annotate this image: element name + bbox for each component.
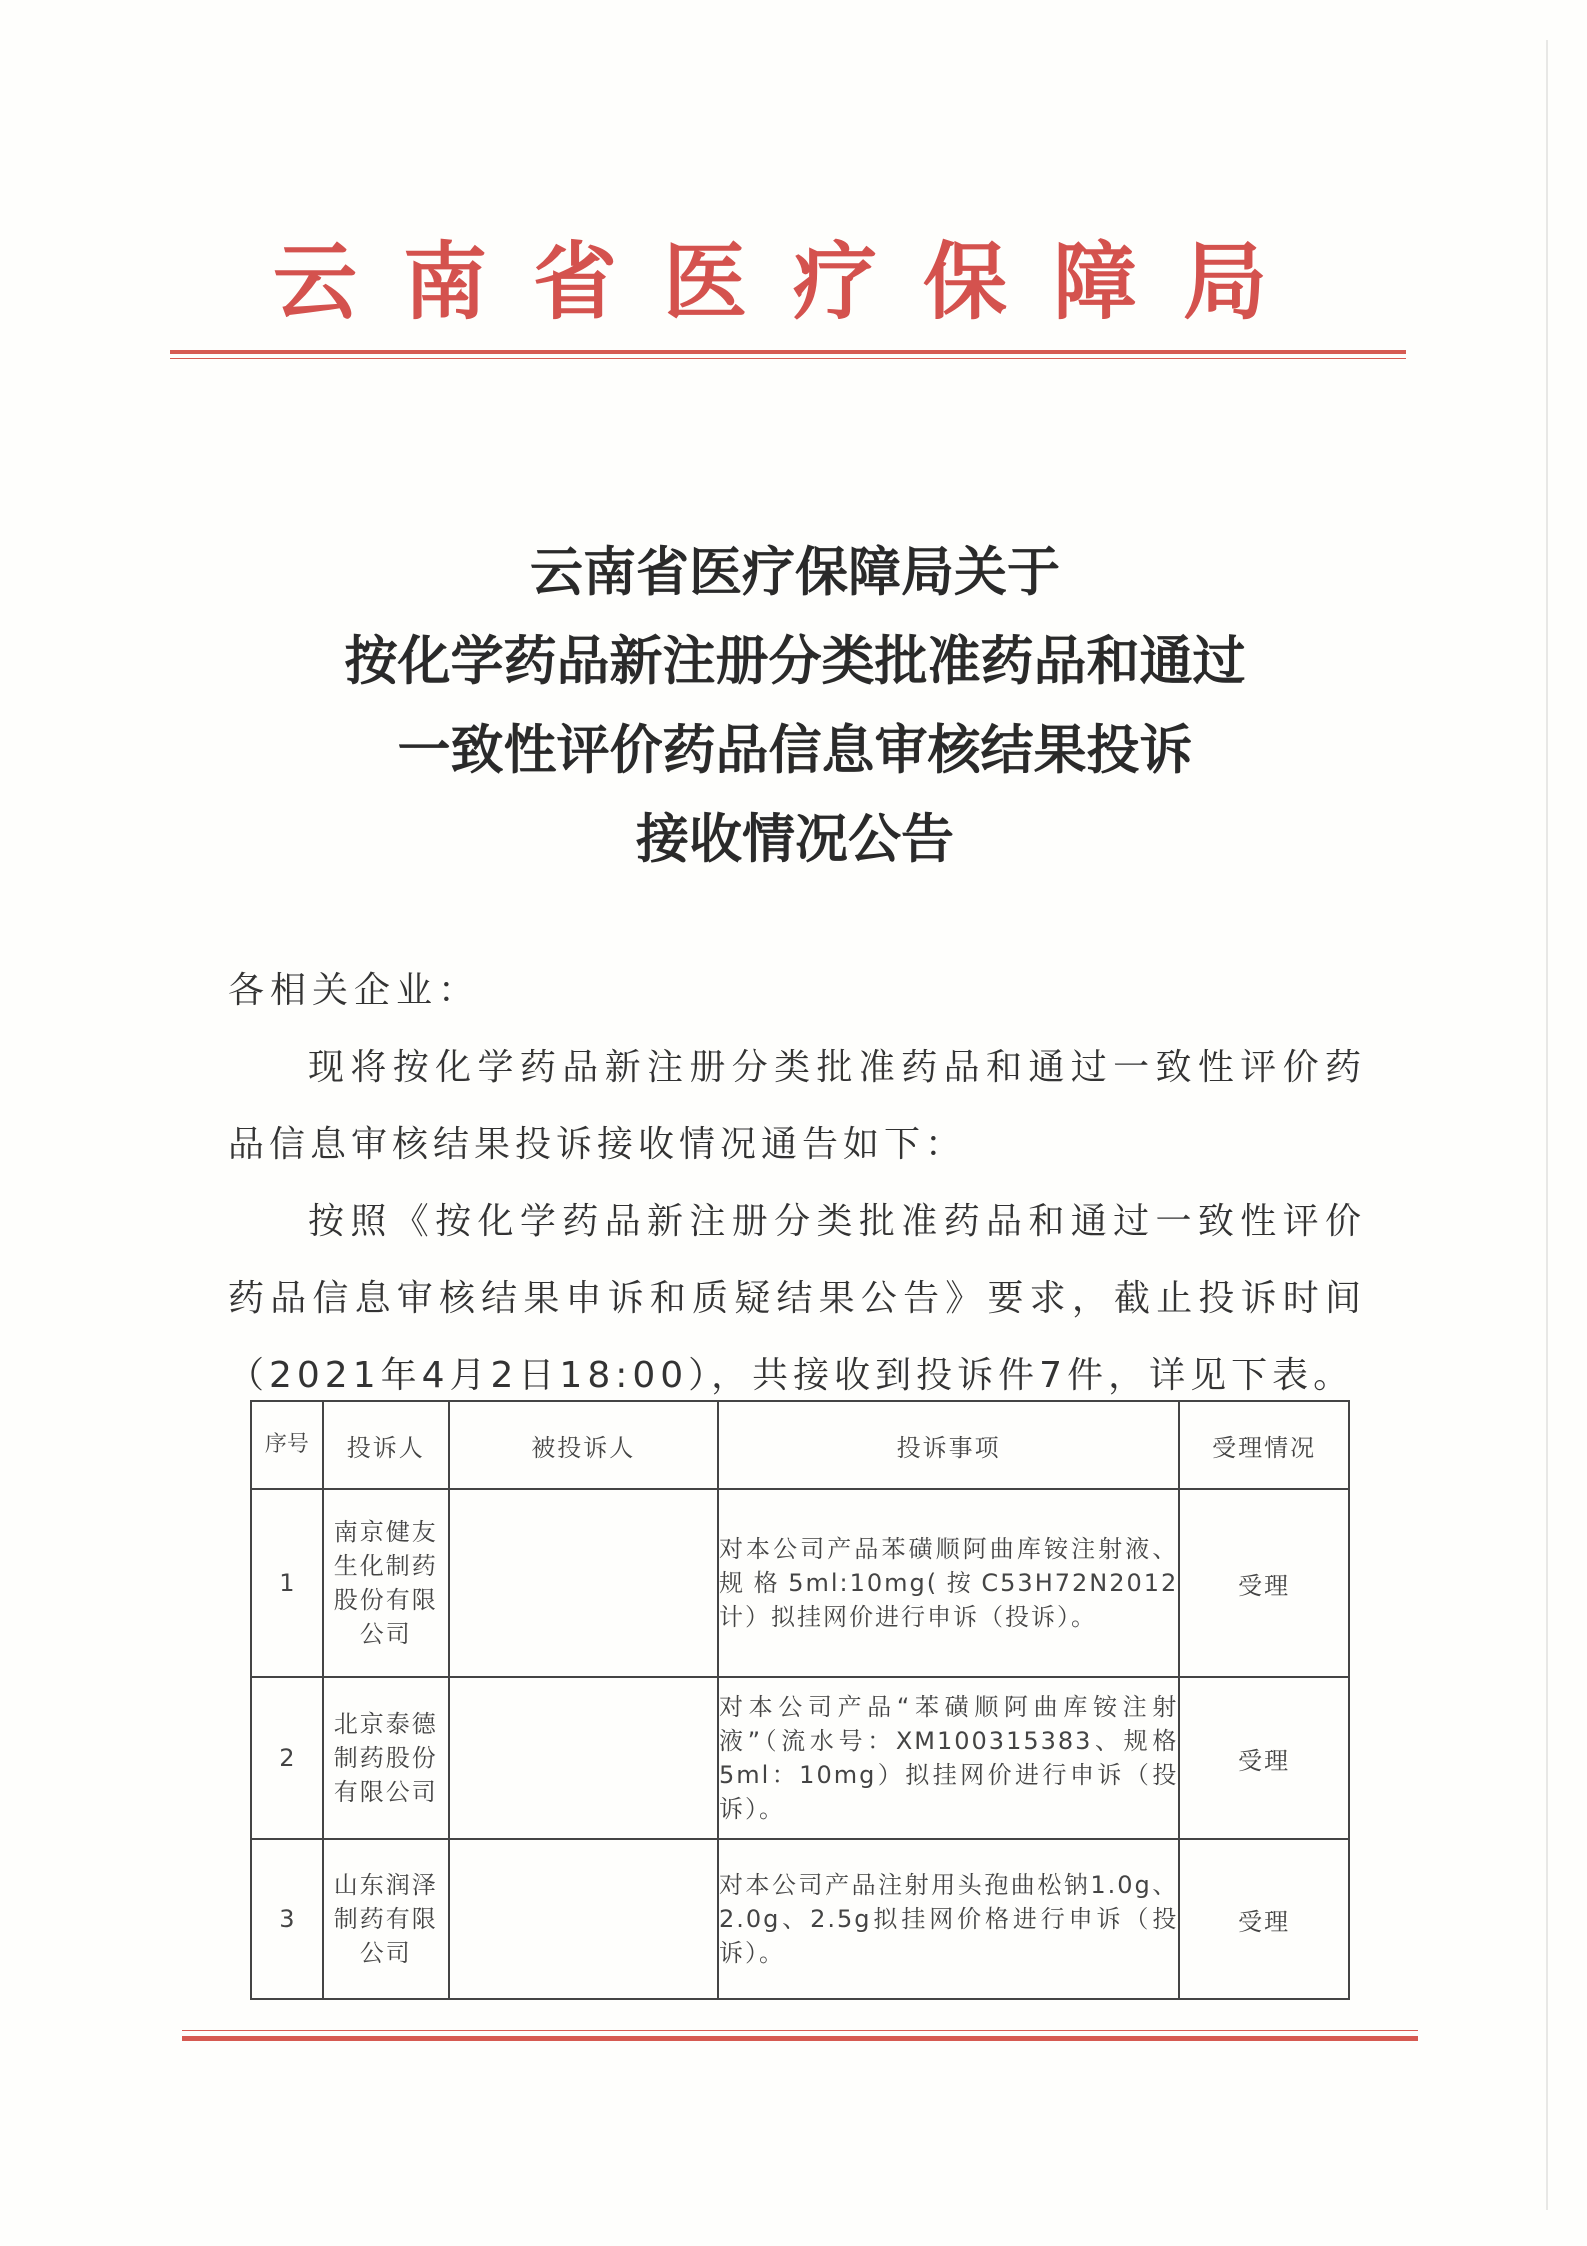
header-matter: 投诉事项 [718,1401,1179,1489]
cell-no: 2 [251,1677,323,1839]
cell-respondent [449,1489,718,1677]
cell-matter: 对本公司产品苯磺顺阿曲库铵注射液、规格5ml:10mg(按C53H72N2012计）拟挂网价进行申诉（投诉）。 [718,1489,1179,1677]
paragraph-2: 按照《按化学药品新注册分类批准药品和通过一致性评价药品信息审核结果申诉和质疑结果公告》要求，截止投诉时间（2021年4月2日18:00），共接收到投诉件7件，详见下表。 [228,1201,1366,1396]
title-line-1: 云南省医疗保障局关于 [530,541,1060,603]
header-respondent: 被投诉人 [449,1401,718,1489]
cell-matter: 对本公司产品“苯磺顺阿曲库铵注射液”（流水号：XM100315383、规格5ml：10mg）拟挂网价进行申诉（投诉）。 [718,1677,1179,1839]
table-row [251,1839,1349,1999]
header-complainant: 投诉人 [323,1401,449,1489]
cell-no: 3 [251,1839,323,1999]
footer-rule-thin [182,2030,1418,2031]
cell-complainant: 南京健友生化制药股份有限公司 [323,1489,449,1677]
title-line-4: 接收情况公告 [636,808,954,870]
scan-edge-line [1546,40,1548,2210]
header-no: 序号 [251,1401,323,1489]
cell-matter: 对本公司产品注射用头孢曲松钠1.0g、2.0g、2.5g拟挂网价格进行申诉（投诉）。 [718,1839,1179,1999]
table-row [251,1489,1349,1677]
cell-respondent [449,1839,718,1999]
title-line-2: 按化学药品新注册分类批准药品和通过 [344,630,1246,692]
cell-status: 受理 [1179,1489,1349,1677]
table-header-row [251,1401,1349,1489]
table-row [251,1677,1349,1839]
cell-status: 受理 [1179,1677,1349,1839]
cell-complainant: 山东润泽制药有限公司 [323,1839,449,1999]
notice-title [180,528,1410,884]
notice-body [228,952,1366,1414]
cell-complainant: 北京泰德制药股份有限公司 [323,1677,449,1839]
cell-no: 1 [251,1489,323,1677]
cell-respondent [449,1677,718,1839]
salutation: 各相关企业： [228,970,481,1011]
paragraph-1: 现将按化学药品新注册分类批准药品和通过一致性评价药品信息审核结果投诉接收情况通告如下： [228,1047,1366,1165]
complaints-table [250,1400,1350,2000]
header-status: 受理情况 [1179,1401,1349,1489]
masthead-rule-thin [170,358,1406,359]
title-line-3: 一致性评价药品信息审核结果投诉 [397,719,1193,781]
masthead-rule-thick [170,350,1406,354]
footer-rule-thick [182,2036,1418,2041]
masthead-title: 云南省医疗保障局 [272,232,1313,331]
cell-status: 受理 [1179,1839,1349,1999]
